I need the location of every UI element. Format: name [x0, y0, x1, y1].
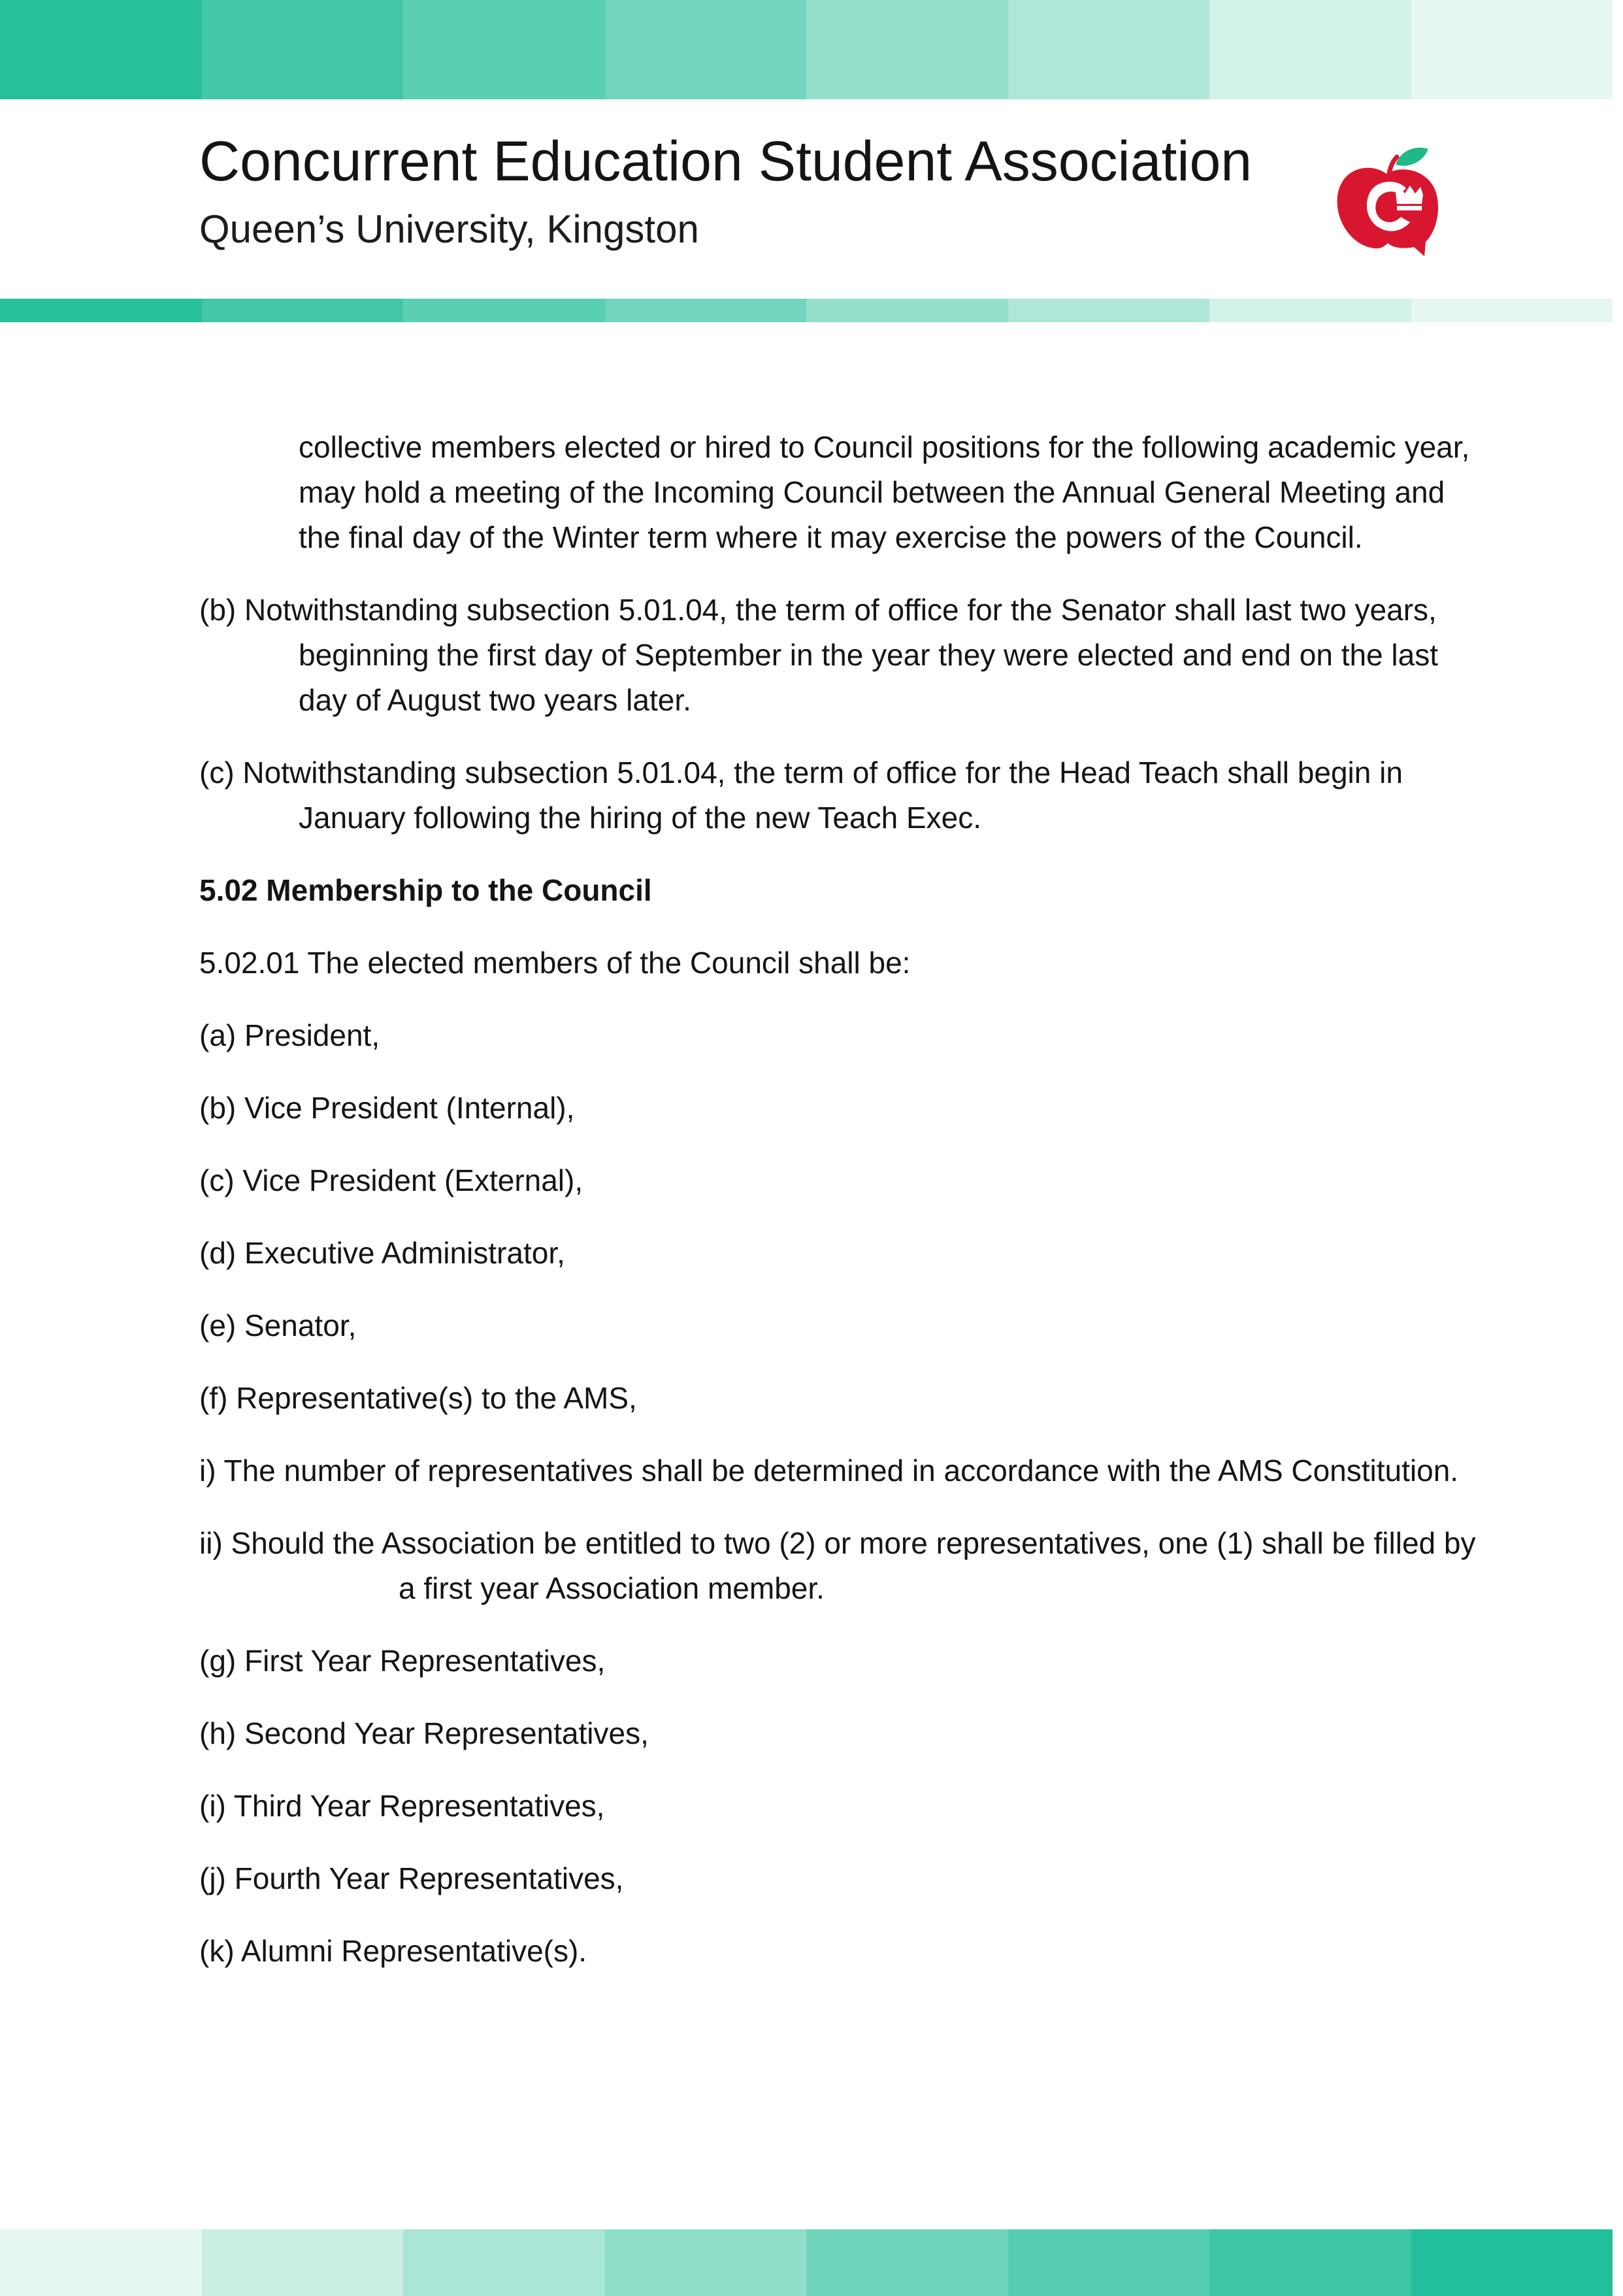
sub-list-item: ii) Should the Association be entitled to two (2) or more representatives, one (1) shall be filled by a first year Association member. — [199, 1526, 1476, 1605]
list-item: (k) Alumni Representative(s). — [199, 1934, 587, 1968]
paragraph-continuation: collective members elected or hired to Council positions for the following academic year, may hold a meeting of the Incoming Council between the Annual General Meeting and the final day of the Winter term where it may exercise the powers of the Council. — [299, 430, 1470, 554]
band-segment — [1008, 2229, 1210, 2296]
band-segment — [1008, 299, 1210, 322]
band-segment — [1411, 0, 1613, 99]
apple-crown-icon — [1333, 145, 1441, 256]
band-segment — [806, 0, 1008, 99]
list-item: (d) Executive Administrator, — [199, 1236, 565, 1270]
top-color-band — [0, 0, 1613, 99]
band-segment — [806, 2229, 1008, 2296]
band-segment — [806, 299, 1008, 322]
band-segment — [1411, 299, 1613, 322]
list-item: (f) Representative(s) to the AMS, — [199, 1381, 637, 1415]
band-segment — [202, 0, 404, 99]
band-segment — [1209, 299, 1411, 322]
section-heading: 5.02 Membership to the Council — [199, 873, 652, 907]
document-body — [199, 425, 1480, 2001]
band-segment — [403, 0, 605, 99]
subsection-intro: 5.02.01 The elected members of the Council shall be: — [199, 946, 911, 980]
list-item: (j) Fourth Year Representatives, — [199, 1861, 624, 1895]
band-segment — [1008, 0, 1210, 99]
band-segment — [605, 2229, 807, 2296]
list-item: (e) Senator, — [199, 1308, 357, 1342]
list-item: (h) Second Year Representatives, — [199, 1716, 649, 1750]
org-subtitle: Queen’s University, Kingston — [199, 207, 699, 251]
band-segment — [1209, 0, 1411, 99]
clause-c: (c) Notwithstanding subsection 5.01.04, the term of office for the Head Teach shall begin in January following the hiring of the new Teach Exec. — [199, 756, 1403, 835]
band-segment — [202, 299, 404, 322]
sub-list-item: i) The number of representatives shall be determined in accordance with the AMS Constitution. — [199, 1454, 1459, 1488]
band-segment — [0, 0, 202, 99]
band-segment — [605, 0, 807, 99]
clause-b: (b) Notwithstanding subsection 5.01.04, the term of office for the Senator shall last two years, beginning the first day of September in the year they were elected and end on the last day of August two years later. — [199, 593, 1439, 717]
band-segment — [1209, 2229, 1411, 2296]
band-segment — [605, 299, 807, 322]
band-segment — [202, 2229, 404, 2296]
header-divider-band — [0, 299, 1613, 322]
list-item: (i) Third Year Representatives, — [199, 1789, 605, 1823]
bottom-color-band — [0, 2229, 1613, 2296]
band-segment — [0, 299, 202, 322]
list-item: (a) President, — [199, 1018, 380, 1052]
band-segment — [0, 2229, 202, 2296]
list-item: (g) First Year Representatives, — [199, 1644, 606, 1678]
org-name: Concurrent Education Student Association — [199, 130, 1253, 193]
band-segment — [403, 2229, 605, 2296]
list-item: (b) Vice President (Internal), — [199, 1091, 575, 1125]
band-segment — [1411, 2229, 1613, 2296]
list-item: (c) Vice President (External), — [199, 1163, 583, 1197]
band-segment — [403, 299, 605, 322]
